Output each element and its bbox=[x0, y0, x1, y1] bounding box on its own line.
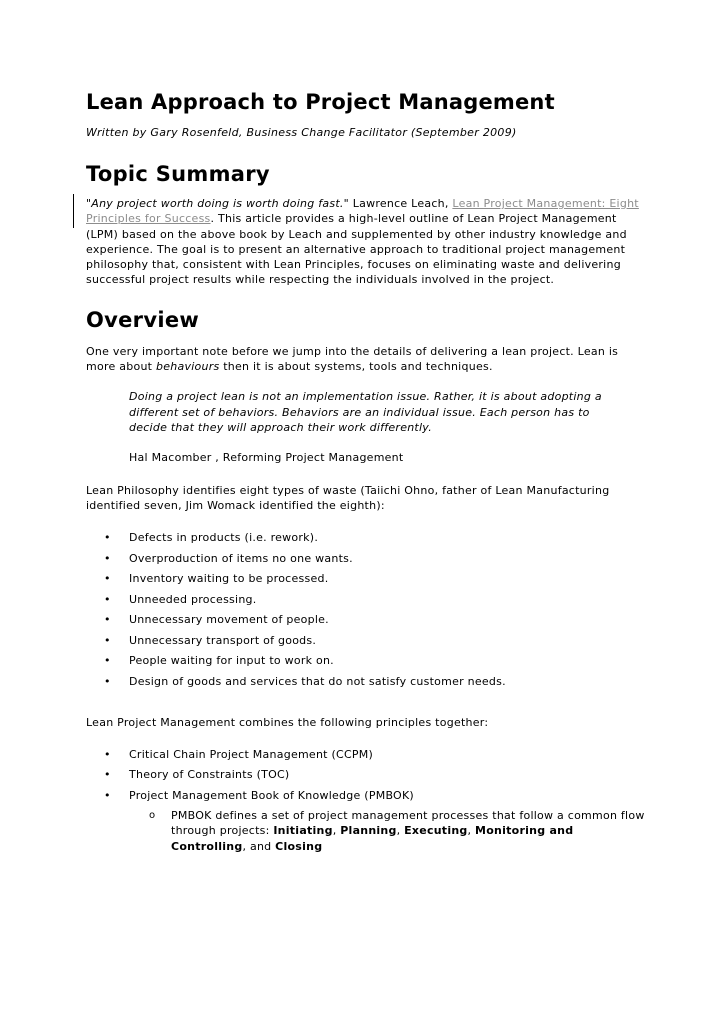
list-item-text: Project Management Book of Knowledge (PMBOK) bbox=[129, 788, 414, 802]
list-item bbox=[86, 633, 646, 648]
sub-list-item bbox=[129, 808, 646, 854]
list-item bbox=[86, 551, 646, 566]
bullet-icon: • bbox=[104, 747, 111, 761]
list-item-text: Design of goods and services that do not satisfy customer needs. bbox=[129, 674, 506, 688]
change-bar bbox=[73, 194, 74, 228]
overview-emphasis: behaviours bbox=[155, 360, 220, 374]
list-item bbox=[86, 788, 646, 854]
separator: , bbox=[467, 824, 476, 838]
list-item-text: People waiting for input to work on. bbox=[129, 654, 334, 668]
waste-intro-paragraph: Lean Philosophy identifies eight types of waste (Taiichi Ohno, father of Lean Manufacturing identified seven, Jim Womack identified the eighth): bbox=[86, 483, 610, 512]
blockquote-text: Doing a project lean is not an implementation issue. Rather, it is about adopting a different set of behaviors. Behaviors are an individual issue. Each person has to decide that they will approach their work differently. bbox=[129, 390, 602, 434]
process-monitoring-controlling: Monitoring and Controlling bbox=[171, 824, 574, 853]
process-executing: Executing bbox=[404, 824, 468, 838]
circle-bullet-icon: o bbox=[149, 809, 156, 821]
bullet-icon: • bbox=[104, 633, 111, 647]
overview-text-start: One very important note before we jump into the details of delivering a lean project. Lean is more about bbox=[86, 344, 619, 374]
list-item-text: Unnecessary transport of goods. bbox=[129, 633, 317, 647]
overview-text-end: then it is about systems, tools and techniques. bbox=[219, 360, 493, 374]
process-closing: Closing bbox=[275, 839, 323, 853]
blockquote bbox=[129, 389, 619, 465]
principles-list bbox=[86, 747, 646, 854]
document-content bbox=[86, 88, 646, 859]
list-item-text: Overproduction of items no one wants. bbox=[129, 551, 353, 565]
blockquote-attribution: Hal Macomber , Reforming Project Management bbox=[129, 451, 404, 465]
list-item bbox=[86, 612, 646, 627]
summary-rest: . This article provides a high-level outline of Lean Project Management (LPM) based on the above book by Leach and supplemented by other industry knowledge and experience. The goal is to present an alternative approach to traditional project management philosophy that, consistent with Lean Principles, focuses on eliminating waste and delivering successful project results while respecting the individuals involved in the project. bbox=[86, 212, 627, 287]
separator: , bbox=[332, 824, 341, 838]
bullet-icon: • bbox=[104, 613, 111, 627]
document-byline: Written by Gary Rosenfeld, Business Change Facilitator (September 2009) bbox=[86, 126, 517, 139]
document-title: Lean Approach to Project Management bbox=[86, 90, 555, 114]
separator: , and bbox=[242, 839, 276, 853]
list-item bbox=[86, 571, 646, 586]
lpm-intro-paragraph: Lean Project Management combines the following principles together: bbox=[86, 715, 489, 729]
list-item-text: Theory of Constraints (TOC) bbox=[129, 768, 290, 782]
list-item-text: Unnecessary movement of people. bbox=[129, 613, 329, 627]
list-item bbox=[86, 530, 646, 545]
list-item bbox=[86, 674, 646, 689]
list-item-text: Unneeded processing. bbox=[129, 592, 257, 606]
bullet-icon: • bbox=[104, 674, 111, 688]
bullet-icon: • bbox=[104, 531, 111, 545]
bullet-icon: • bbox=[104, 572, 111, 586]
bullet-icon: • bbox=[104, 551, 111, 565]
list-item bbox=[86, 767, 646, 782]
list-item-text: Critical Chain Project Management (CCPM) bbox=[129, 747, 374, 761]
bullet-icon: • bbox=[104, 788, 111, 802]
book-link[interactable]: Lean Project Management: Eight Principles for Success bbox=[86, 197, 639, 226]
overview-paragraph bbox=[86, 344, 646, 375]
separator: , bbox=[396, 824, 405, 838]
bullet-icon: • bbox=[104, 592, 111, 606]
bullet-icon: • bbox=[104, 768, 111, 782]
list-item bbox=[86, 653, 646, 668]
topic-summary-paragraph bbox=[86, 196, 646, 288]
bullet-icon: • bbox=[104, 654, 111, 668]
process-initiating: Initiating bbox=[273, 824, 333, 838]
list-item bbox=[86, 592, 646, 607]
waste-list bbox=[86, 530, 646, 689]
pmbok-text: PMBOK defines a set of project management processes that follow a common flow through projects: bbox=[171, 808, 645, 838]
summary-quote: "Any project worth doing is worth doing fast." bbox=[86, 197, 349, 210]
topic-summary-heading: Topic Summary bbox=[86, 162, 270, 186]
overview-heading: Overview bbox=[86, 307, 200, 332]
list-item bbox=[86, 747, 646, 762]
summary-quote-author: Lawrence Leach, bbox=[348, 197, 453, 210]
list-item-text: Defects in products (i.e. rework). bbox=[129, 531, 319, 545]
pmbok-sublist bbox=[129, 808, 646, 854]
process-planning: Planning bbox=[340, 824, 397, 838]
list-item-text: Inventory waiting to be processed. bbox=[129, 572, 329, 586]
